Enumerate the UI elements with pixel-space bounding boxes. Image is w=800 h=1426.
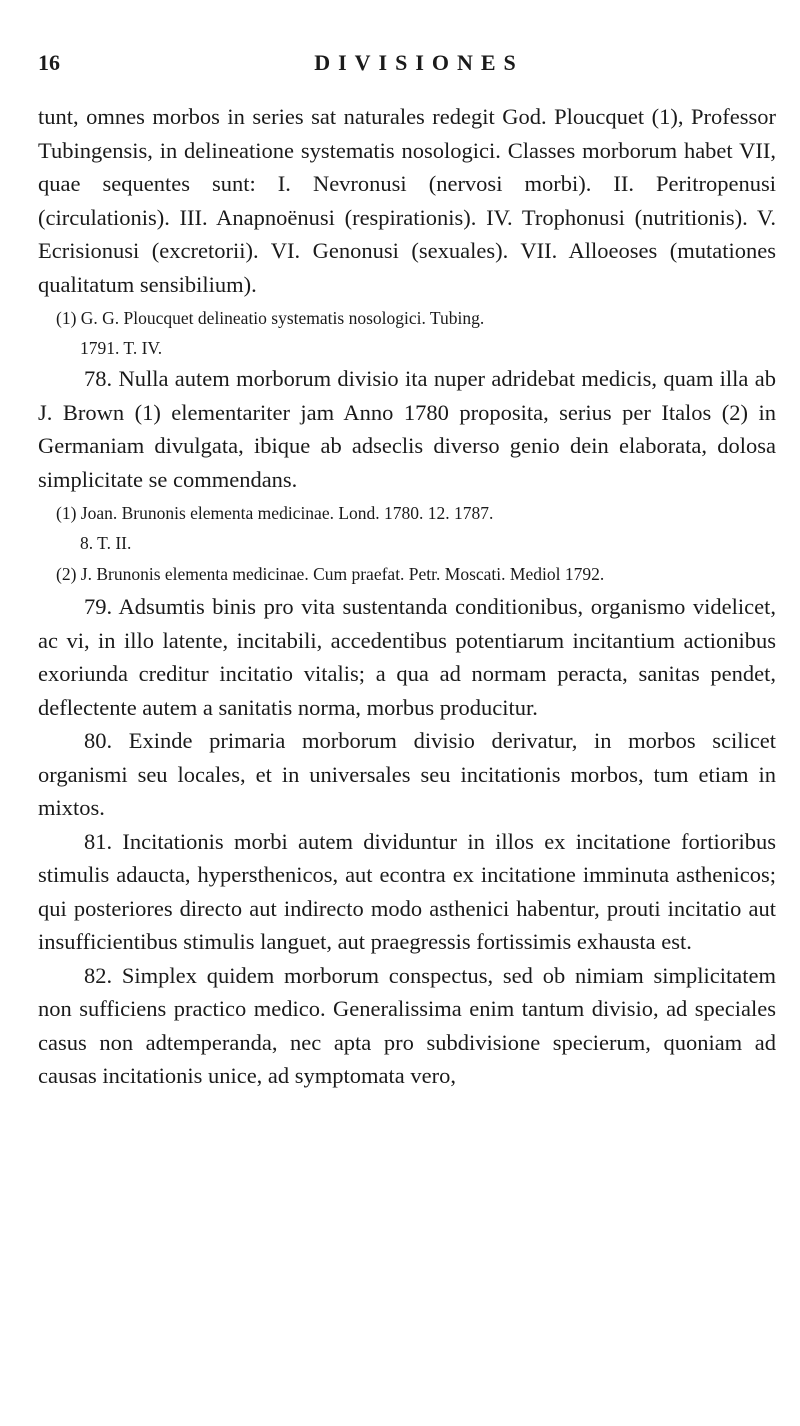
paragraph-78: 78. Nulla autem morborum divisio ita nuper adridebat medicis, quam illa ab J. Brown (1) elementariter jam Anno 1780 proposita, serius per Italos (2) in Germaniam divulgata, ibique ab adseclis diverso genio dein elaborata, dolosa simplicitate se commendans.: [38, 366, 776, 492]
paragraph-82: 82. Simplex quidem morborum conspectus, sed ob nimiam simplicitatem non sufficiens practico medico. Generalissima enim tantum divisio, ad speciales casus non adtemperanda, nec apta pro subdivisione specierum, quoniam ad causas incitationis unice, ad symptomata vero,: [38, 962, 776, 1088]
paragraph-continuation: tunt, omnes morbos in series sat naturales redegit God. Ploucquet (1), Professor Tubingensis, in delineatione systematis nosologici. Classes morborum habet VII, quae sequentes sunt: I. Nevronusi (nervosi morbi). II. Peritropenusi (circulationis). III. Anapnoënusi (respirationis). IV. Trophonusi (nutritionis). V. Ecrisionusi (excretorii). VI. Genonusi (sexuales). VII. Alloeoses (mutationes qualitatum sensibilium).: [38, 104, 776, 297]
page-number: 16: [38, 50, 60, 75]
page-header: [38, 50, 740, 80]
footnote-ploucquet-cont: 1791. T. IV.: [80, 338, 163, 358]
footnote-brown-1: (1) Joan. Brunonis elementa medicinae. Lond. 1780. 12. 1787.: [56, 503, 494, 523]
paragraph-81: 81. Incitationis morbi autem dividuntur in illos ex incitatione fortioribus stimulis adaucta, hypersthenicos, aut econtra ex incitatione imminuta asthenicos; qui posteriores directo aut indirecto modo asthenici habentur, prouti incitatio aut insufficientibus stimulis languet, aut praegressis fortissimis exhausta est.: [38, 828, 776, 954]
paragraph-80: 80. Exinde primaria morborum divisio derivatur, in morbos scilicet organismi seu locales, et in universales seu incitationis morbos, tum etiam in mixtos.: [38, 728, 776, 820]
footnote-ploucquet: (1) G. G. Ploucquet delineatio systematis nosologici. Tubing.: [56, 308, 485, 328]
paragraph-79: 79. Adsumtis binis pro vita sustentanda conditionibus, organismo videlicet, ac vi, in illo latente, incitabili, accedentibus potentiarum incitantium actionibus exoriunda creditur incitatio vitalis; a qua ad normam peracta, sanitas pendet, deflectente autem a sanitatis norma, morbus producitur.: [38, 594, 776, 720]
running-head: DIVISIONES: [314, 50, 524, 75]
footnote-brown-2: (2) J. Brunonis elementa medicinae. Cum praefat. Petr. Moscati. Mediol 1792.: [56, 564, 605, 584]
footnote-brown-1-cont: 8. T. II.: [80, 533, 132, 553]
page-body: [38, 100, 776, 1093]
